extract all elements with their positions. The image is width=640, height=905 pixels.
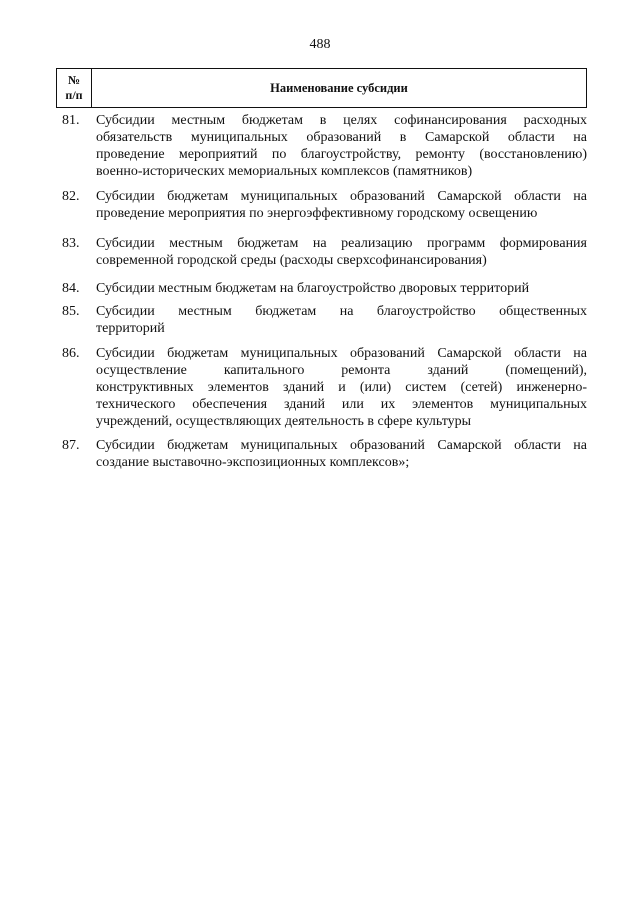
item-text-line: создание выставочно-экспозиционных комплексов»; [96, 455, 410, 470]
header-number-abbr: п/п [65, 88, 83, 102]
page-number: 488 [309, 37, 331, 52]
list-item [56, 437, 587, 471]
item-text-line: обязательств муниципальных образований в Самарской области на [96, 130, 587, 145]
item-text-line: технического обеспечения зданий или их элементов муниципальных [96, 397, 587, 412]
item-text-line: Субсидии бюджетам муниципальных образований Самарской области на [96, 438, 587, 453]
item-text-line: Субсидии местным бюджетам на благоустройство общественных [96, 304, 587, 319]
item-text-line: военно-исторических мемориальных комплексов (памятников) [96, 164, 473, 179]
list-item [56, 112, 587, 180]
list-item [56, 345, 587, 430]
item-text [96, 303, 587, 337]
list-item [56, 303, 587, 337]
item-text-line: Субсидии местным бюджетам на благоустройство дворовых территорий [96, 281, 530, 296]
item-text [96, 280, 587, 297]
item-text-line: конструктивных элементов зданий и (или) систем (сетей) инженерно- [96, 380, 587, 395]
item-text-line: проведение мероприятия по энергоэффективному городскому освещению [96, 206, 538, 221]
item-text [96, 345, 587, 430]
table-header [56, 68, 587, 108]
item-number: 81. [62, 113, 80, 128]
item-number: 84. [62, 281, 80, 296]
item-text-line: Субсидии местным бюджетам на реализацию программ формирования [96, 236, 587, 251]
list-item [56, 235, 587, 269]
subsidy-list [56, 112, 587, 471]
list-item [56, 280, 587, 297]
item-text-line: Субсидии бюджетам муниципальных образований Самарской области на [96, 189, 587, 204]
item-text-line: Субсидии бюджетам муниципальных образований Самарской области на [96, 346, 587, 361]
item-text [96, 437, 587, 471]
item-number: 82. [62, 189, 80, 204]
item-text-line: осуществление капитального ремонта зданий (помещений), [96, 363, 587, 378]
item-text [96, 112, 587, 180]
item-text-line: территорий [96, 321, 165, 336]
header-name-column: Наименование субсидии [270, 80, 408, 95]
item-text-line: учреждений, осуществляющих деятельность в сфере культуры [96, 414, 472, 429]
item-text [96, 188, 587, 222]
header-number-column [57, 69, 92, 107]
item-text-line: проведение мероприятий по благоустройству, ремонту (восстановлению) [96, 147, 587, 162]
item-text-line: Субсидии местным бюджетам в целях софинансирования расходных [96, 113, 587, 128]
item-text-line: современной городской среды (расходы сверхсофинансирования) [96, 253, 487, 268]
item-number: 83. [62, 236, 80, 251]
item-number: 87. [62, 438, 80, 453]
item-text [96, 235, 587, 269]
header-number-sign: № [67, 73, 81, 87]
item-number: 85. [62, 304, 80, 319]
item-number: 86. [62, 346, 80, 361]
list-item [56, 188, 587, 222]
